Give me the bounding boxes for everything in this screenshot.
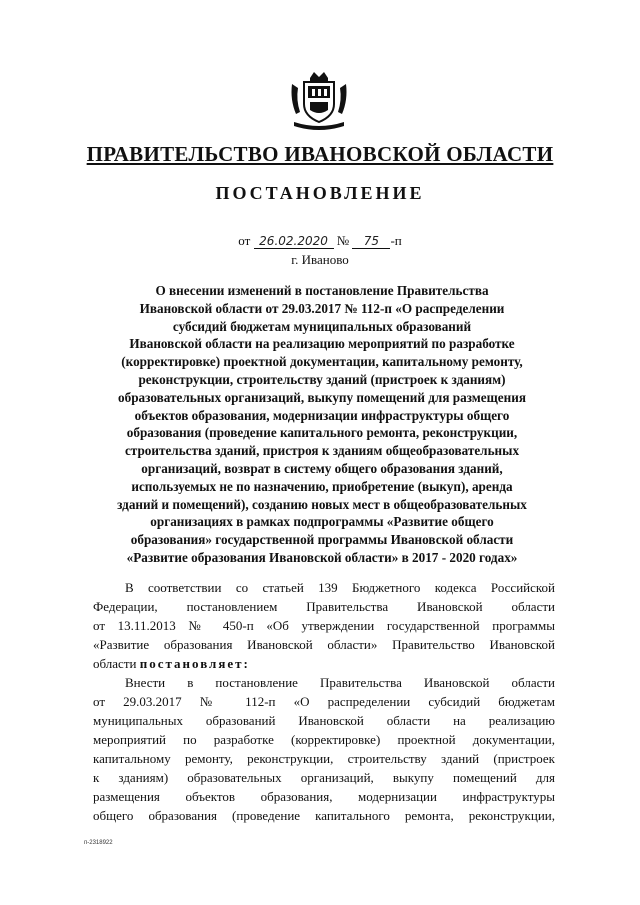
coat-of-arms-icon [288, 70, 350, 132]
paragraph-line: общего образования (проведение капитального ремонта, реконструкции, [93, 808, 555, 823]
title-line: образования (проведение капитального ремонта, реконструкции, [126, 425, 518, 441]
paragraph-line: от 29.03.2017 № 112-п «О распределении субсидий бюджетам [93, 694, 555, 709]
title-line: Ивановской области на реализацию мероприятий по разработке [129, 336, 515, 352]
body-text [93, 578, 555, 825]
title-line: объектов образования, модернизации инфраструктуры общего [134, 407, 510, 423]
city: г. Иваново [291, 252, 349, 267]
paragraph-line: от 13.11.2013 № 450-п «Об утверждении государственной программы [93, 618, 555, 633]
date-number-line [0, 233, 640, 249]
title-line: организациях в рамках подпрограммы «Развитие общего [150, 514, 494, 530]
title-line: образовательных организаций, выкупу помещений для размещения [118, 389, 526, 405]
footer-code: п-2318922 [84, 840, 113, 846]
decree-word: постановляет: [139, 656, 250, 671]
number-sign: № [336, 233, 350, 248]
paragraph-line: к зданиям) образовательных организаций, выкупу помещений для [93, 770, 555, 785]
paragraph-line: В соответствии со статьей 139 Бюджетного кодекса Российской [125, 580, 555, 595]
title-line: строительства зданий, пристроя к зданиям общеобразовательных [124, 443, 520, 459]
paragraph-line: «Развитие образования Ивановской области» Правительство Ивановской [93, 637, 555, 652]
date-prefix: от [238, 233, 251, 248]
document-type: ПОСТАНОВЛЕНИЕ [215, 183, 425, 203]
paragraph-line: Внести в постановление Правительства Ивановской области [125, 675, 555, 690]
title-line: организаций, возврат в систему общего образования зданий, [141, 460, 503, 476]
title-line: используемых не по назначению, приобретение (выкуп), аренда [131, 478, 513, 494]
paragraph-line: размещения объектов образования, модернизации инфраструктуры [93, 789, 555, 804]
number-suffix: -п [390, 233, 402, 248]
title-line: реконструкции, строительству зданий (пристроек к зданиям) [138, 371, 506, 387]
title-line: О внесении изменений в постановление Правительства [155, 283, 489, 298]
paragraph-line-prefix: области [93, 656, 140, 671]
paragraph-line: капитальному ремонту, реконструкции, строительству зданий (пристроек [93, 751, 555, 766]
handwritten-number: 75 [352, 234, 390, 249]
title-line: образования» государственной программы Ивановской области [130, 532, 514, 548]
paragraph-line: муниципальных образований Ивановской области на реализацию [93, 713, 555, 728]
paragraph-line-last [93, 654, 555, 673]
paragraph-line: Федерации, постановлением Правительства Ивановской области [93, 599, 555, 614]
title-line: (корректировке) проектной документации, капитальному ремонту, [121, 354, 523, 370]
title-line: «Развитие образования Ивановской области» в 2017 - 2020 годах» [126, 549, 518, 565]
resolution-title [108, 282, 536, 567]
title-line: зданий и помещений), созданию новых мест в общеобразовательных [117, 496, 527, 512]
government-title: ПРАВИТЕЛЬСТВО ИВАНОВСКОЙ ОБЛАСТИ [86, 142, 554, 166]
title-line: субсидий бюджетам муниципальных образований [172, 318, 472, 334]
handwritten-date: 26.02.2020 [254, 234, 334, 249]
paragraph-line: мероприятий по разработке (корректировке) проектной документации, [93, 732, 555, 747]
title-line: Ивановской области от 29.03.2017 № 112-п «О распределении [139, 300, 505, 316]
